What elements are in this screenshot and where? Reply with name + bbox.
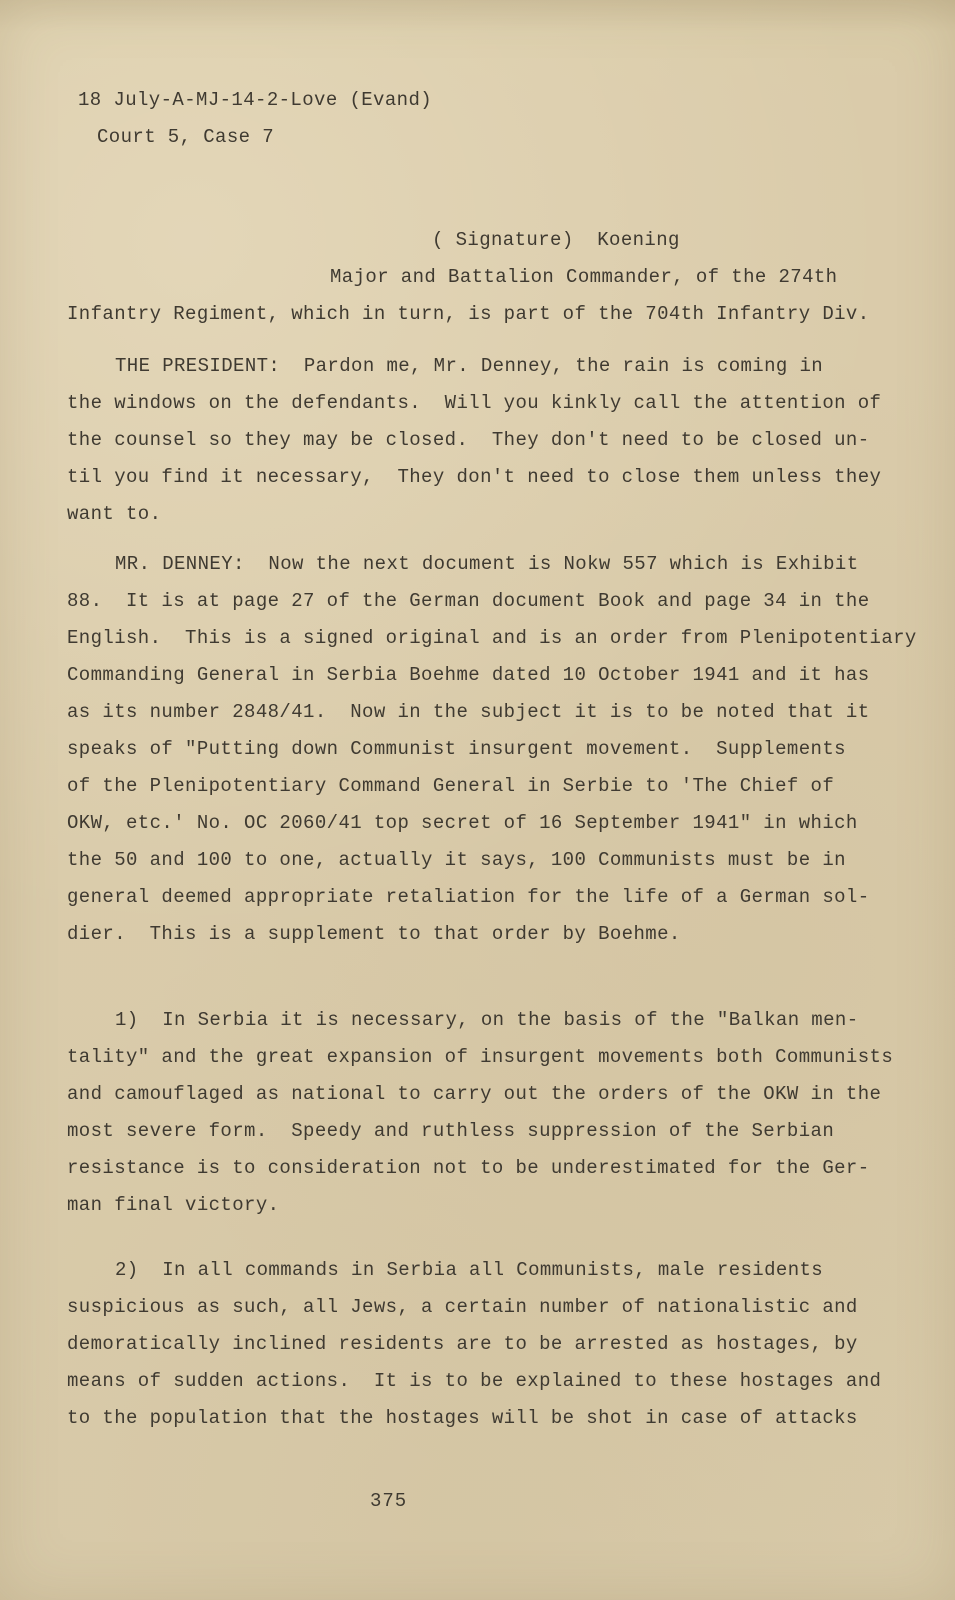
transcript-line: and camouflaged as national to carry out the orders of the OKW in the (67, 1083, 882, 1105)
transcript-line: suspicious as such, all Jews, a certain number of nationalistic and (67, 1296, 858, 1318)
paragraph-denney (67, 546, 927, 953)
transcript-line: English. This is a signed original and is an order from Plenipotentiary (67, 627, 917, 649)
transcript-line: 1) In Serbia it is necessary, on the basis of the "Balkan men- (115, 1009, 859, 1031)
transcript-line: general deemed appropriate retaliation for the life of a German sol- (67, 886, 870, 908)
transcript-line: Commanding General in Serbia Boehme dated 10 October 1941 and it has (67, 664, 870, 686)
transcript-line: want to. (67, 503, 162, 525)
header-line: Court 5, Case 7 (97, 126, 275, 148)
transcript-line: OKW, etc.' No. OC 2060/41 top secret of 16 September 1941" in which (67, 812, 858, 834)
transcript-line: tality" and the great expansion of insurgent movements both Communists (67, 1046, 894, 1068)
transcript-line: 2) In all commands in Serbia all Communists, male residents (115, 1259, 824, 1281)
transcript-line: 88. It is at page 27 of the German document Book and page 34 in the (67, 590, 870, 612)
transcript-line: dier. This is a supplement to that order by Boehme. (67, 923, 681, 945)
transcript-line: to the population that the hostages will be shot in case of attacks (67, 1407, 858, 1429)
transcript-line: the counsel so they may be closed. They don't need to be closed un- (67, 429, 870, 451)
paragraph-point-1 (67, 1002, 927, 1224)
transcript-line: most severe form. Speedy and ruthless suppression of the Serbian (67, 1120, 835, 1142)
transcript-line: THE PRESIDENT: Pardon me, Mr. Denney, the rain is coming in (115, 355, 824, 377)
signature-line: Infantry Regiment, which in turn, is part of the 704th Infantry Div. (67, 303, 870, 325)
signature-line: Major and Battalion Commander, of the 274th (330, 266, 838, 288)
transcript-line: resistance is to consideration not to be underestimated for the Ger- (67, 1157, 870, 1179)
document-header (78, 82, 432, 156)
paragraph-president (67, 348, 927, 533)
page-number: 375 (370, 1490, 408, 1512)
transcript-line: means of sudden actions. It is to be explained to these hostages and (67, 1370, 882, 1392)
transcript-line: demoratically inclined residents are to be arrested as hostages, by (67, 1333, 858, 1355)
header-line: 18 July-A-MJ-14-2-Love (Evand) (78, 89, 433, 111)
transcript-line: the 50 and 100 to one, actually it says, 100 Communists must be in (67, 849, 846, 871)
transcript-line: til you find it necessary, They don't need to close them unless they (67, 466, 882, 488)
transcript-line: as its number 2848/41. Now in the subject it is to be noted that it (67, 701, 870, 723)
signature-line: ( Signature) Koening (432, 229, 680, 251)
signature-block (67, 222, 870, 333)
transcript-line: man final victory. (67, 1194, 280, 1216)
transcript-line: the windows on the defendants. Will you kinkly call the attention of (67, 392, 882, 414)
transcript-line: MR. DENNEY: Now the next document is Nokw 557 which is Exhibit (115, 553, 859, 575)
transcript-line: of the Plenipotentiary Command General in Serbie to 'The Chief of (67, 775, 835, 797)
paragraph-point-2 (67, 1252, 927, 1437)
transcript-line: speaks of "Putting down Communist insurgent movement. Supplements (67, 738, 846, 760)
